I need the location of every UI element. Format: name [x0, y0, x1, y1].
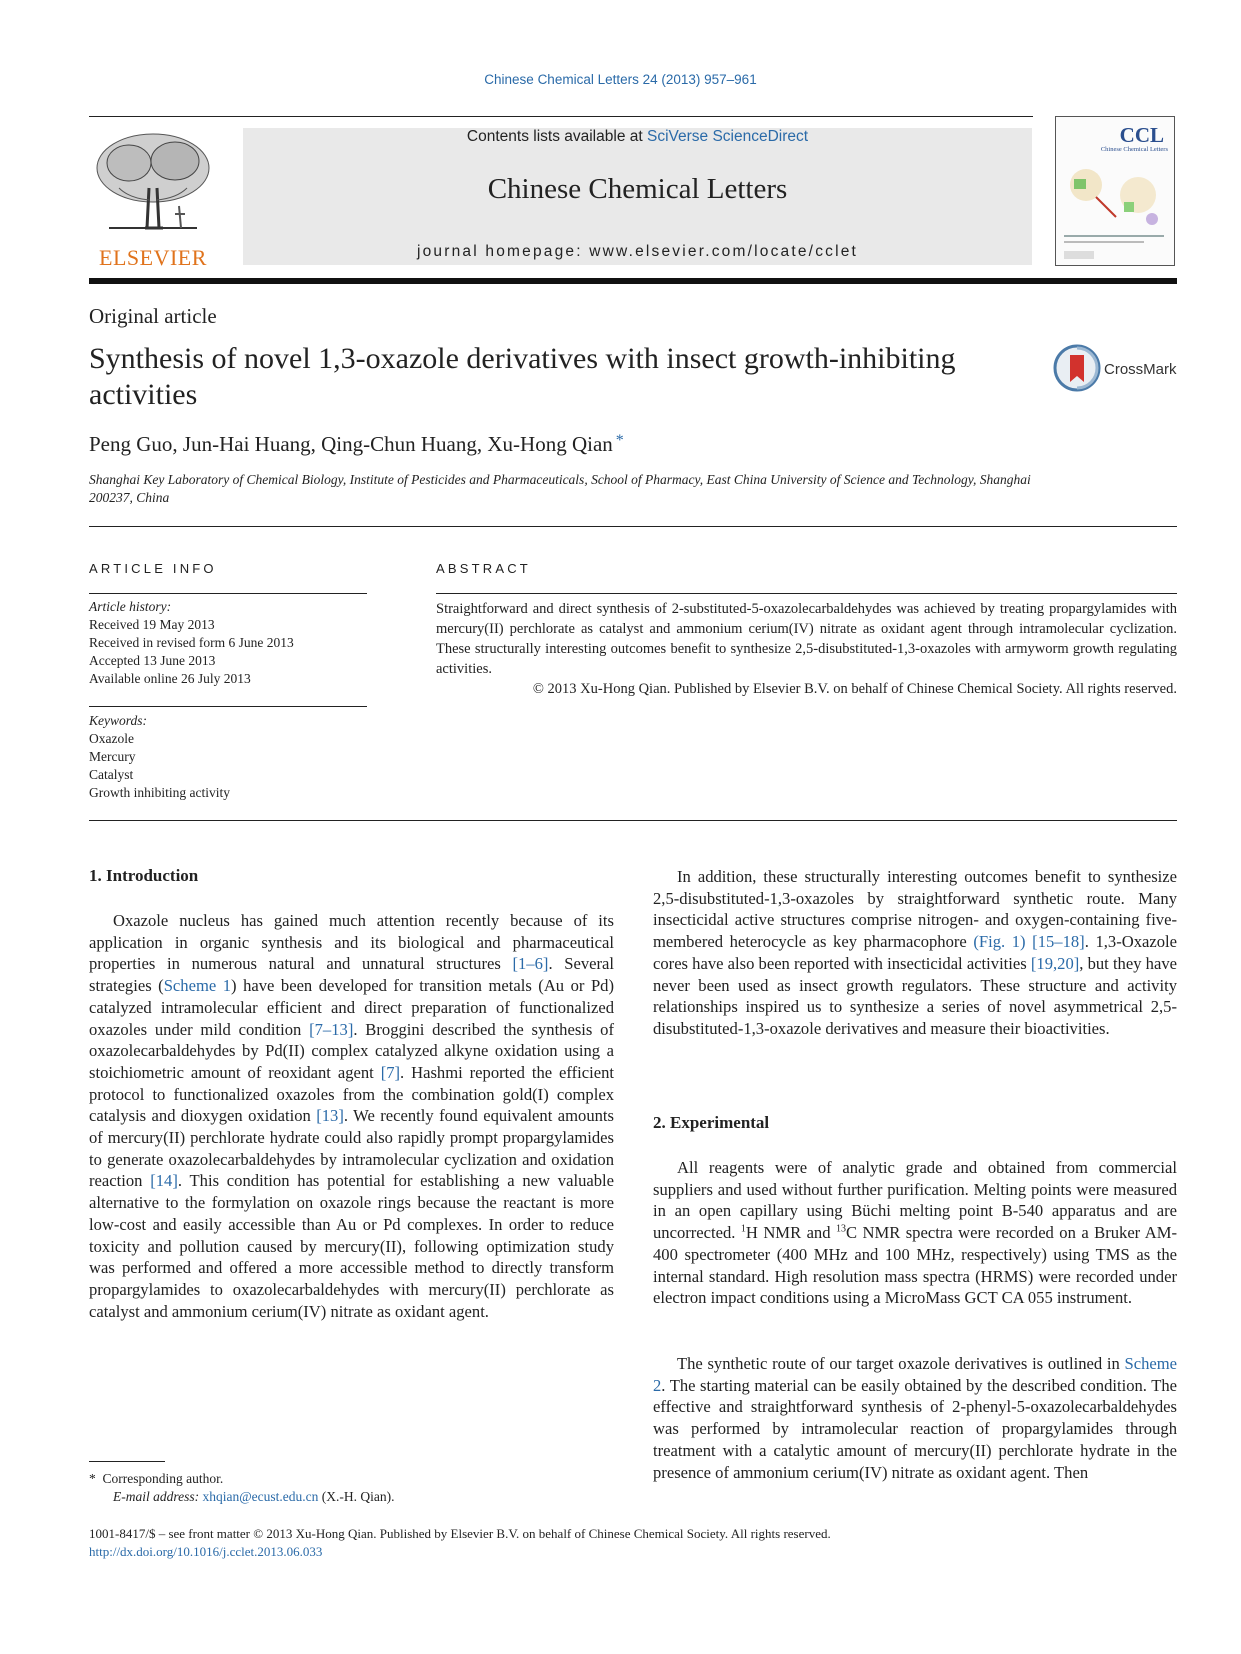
keywords-label: Keywords: [89, 713, 147, 728]
email-link[interactable]: xhqian@ecust.edu.cn [202, 1489, 319, 1504]
front-matter-copyright: 1001-8417/$ – see front matter © 2013 Xu-Hong Qian. Published by Elsevier B.V. on behalf of Chinese Chemical Society. All rights reserved. [89, 1526, 831, 1541]
citation-link[interactable]: [15–18] [1032, 932, 1085, 952]
citation-link[interactable]: [13] [316, 1106, 344, 1126]
footnote [89, 1470, 395, 1506]
intro-paragraph [89, 910, 614, 1322]
text-run: . Hashmi reported the efficient protocol to functionalized oxazoles from the combination gold(I) complex catalysis and dioxygen oxidation [89, 1062, 614, 1126]
history-label: Article history: [89, 599, 172, 614]
article-type: Original article [89, 304, 217, 328]
superscript: 13 [835, 1223, 846, 1235]
contents-prefix: Contents lists available at [466, 128, 647, 145]
text-run: . Broggini described the synthesis of oxazolecarbaldehydes by Pd(II) complex catalyzed alkyne oxidation using a stoichiometric amount of reoxidant agent [89, 1019, 614, 1082]
article-title: Synthesis of novel 1,3-oxazole derivatives with insect growth-inhibiting activities [89, 342, 956, 411]
divider [89, 593, 367, 594]
experimental-paragraph [653, 1353, 1177, 1483]
abstract-text: Straightforward and direct synthesis of 2-substituted-5-oxazolecarbaldehydes was achieved by treating propargylamides with mercury(II) perchlorate as catalyst and ammonium cerium(IV) nitrate as oxidant agent through intramolecular cyclization. These structurally interesting outcomes benefit to synthesize 2,5-disubstituted-1,3-oxazoles with armyworm growth regulating activities. [436, 601, 1177, 677]
doi-link[interactable]: http://dx.doi.org/10.1016/j.cclet.2013.06.033 [89, 1544, 323, 1559]
intro-paragraph [653, 866, 1177, 1040]
citation-link[interactable]: [14] [150, 1171, 178, 1191]
abstract-heading: ABSTRACT [436, 561, 531, 576]
journal-header-box [243, 128, 1032, 265]
email-label: E-mail address: [113, 1489, 200, 1504]
footnote-email [89, 1488, 395, 1506]
header-thick-rule [89, 278, 1177, 284]
divider [89, 706, 367, 707]
scheme-link[interactable]: Scheme 1 [163, 976, 232, 996]
keyword-item: Catalyst [89, 767, 134, 782]
citation-link[interactable]: [19,20] [1030, 953, 1080, 973]
experimental-paragraph [653, 1157, 1177, 1309]
keyword-item: Mercury [89, 749, 136, 764]
sciencedirect-link[interactable]: SciVerse ScienceDirect [646, 128, 809, 145]
corresponding-author-mark[interactable]: * [615, 432, 624, 449]
crossmark-icon [1053, 344, 1101, 392]
article-history [89, 598, 294, 688]
history-item: Available online 26 July 2013 [89, 671, 251, 686]
text-run: , but they have never been used as insect growth regulators. These structure and activity relationships inspired us to synthesize a series of novel asymmetrical 2,5-disubstituted-1,3-oxazole derivatives and measure their bioactivities. [653, 953, 1177, 1038]
section-heading-introduction: 1. Introduction [89, 866, 199, 885]
crossmark-badge[interactable] [1053, 344, 1183, 396]
history-item: Received in revised form 6 June 2013 [89, 635, 294, 650]
keyword-item: Oxazole [89, 731, 134, 746]
text-run: The synthetic route of our target oxazole derivatives is outlined in [677, 1354, 1125, 1373]
authors-names: Peng Guo, Jun-Hai Huang, Qing-Chun Huang, Xu-Hong Qian [89, 432, 613, 456]
keywords [89, 712, 230, 802]
section-heading-experimental: 2. Experimental [653, 1113, 770, 1132]
journal-cover-thumbnail[interactable] [1055, 116, 1175, 266]
publisher-wordmark: ELSEVIER [99, 245, 207, 270]
text-run: ) have been developed for transition metals (Au or Pd) catalyzed intramolecular efficient and direct preparation of functionalized oxazoles under mild condition [89, 976, 614, 1039]
superscript: 1 [740, 1223, 746, 1235]
email-suffix: (X.-H. Qian). [321, 1489, 395, 1504]
divider [89, 820, 1177, 821]
header-rule [89, 116, 1033, 117]
text-run: . This condition has potential for establishing a new valuable alternative to the formylation on oxazole rings because the reactant is more low-cost and easily accessible than Au or Pd complexes. In order to reduce toxicity and pollution caused by mercury(II), following optimization study was performed and offered a more accessible method to directly transform propargylamides to oxazolecarbaldehydes with mercury(II) perchlorate as catalyst and ammonium cerium(IV) nitrate as oxidant agent. [89, 1171, 615, 1321]
cover-abbreviation: CCL [1119, 123, 1164, 147]
author-list [89, 432, 624, 457]
text-run: . We recently found equivalent amounts of mercury(II) perchlorate hydrate could also rapidly prompt propargylamides to generate oxazolecarbaldehydes by intramolecular cyclization and oxidation reaction [89, 1106, 614, 1191]
scheme-link[interactable]: Scheme 2 [653, 1354, 1177, 1395]
text-run: Oxazole nucleus has gained much attention recently because of its application in organic synthesis and its biological and pharmaceutical properties in numerous natural and unnatural structures [89, 911, 614, 974]
affiliation: Shanghai Key Laboratory of Chemical Biology, Institute of Pesticides and Pharmaceuticals, School of Pharmacy, East China University of Science and Technology, Shanghai 200237, China [89, 472, 1031, 505]
footnote-text: Corresponding author. [102, 1471, 224, 1486]
journal-citation[interactable]: Chinese Chemical Letters 24 (2013) 957–961 [484, 72, 757, 87]
journal-title: Chinese Chemical Letters [487, 173, 788, 205]
text-run: . 1,3-Oxazole cores have also been reported with insecticidal activities [653, 932, 1177, 973]
footnote-rule [89, 1461, 165, 1462]
cover-journal-name: Chinese Chemical Letters [1100, 146, 1168, 153]
citation-link[interactable]: [1–6] [512, 954, 549, 974]
history-item: Received 19 May 2013 [89, 617, 215, 632]
footnote-mark: * [89, 1471, 96, 1486]
contents-line [243, 128, 1032, 146]
divider [89, 526, 1177, 527]
text-run: In addition, these structurally interesting outcomes benefit to synthesize 2,5-disubstituted-1,3-oxazoles by straightforward synthetic route. Many insecticidal active structures comprise nitrogen- and oxygen-containing five-membered heterocycle as key pharmacophore [653, 867, 1177, 952]
abstract-copyright: © 2013 Xu-Hong Qian. Published by Elsevier B.V. on behalf of Chinese Chemical Society. All rights reserved. [532, 681, 1177, 697]
citation-link[interactable]: [7] [380, 1062, 401, 1082]
keyword-item: Growth inhibiting activity [89, 785, 230, 800]
crossmark-label: CrossMark [1104, 361, 1177, 378]
text-run: H NMR and [745, 1223, 836, 1243]
article-info-heading: ARTICLE INFO [89, 561, 217, 576]
footnote-corresponding [89, 1470, 395, 1488]
divider [436, 593, 1177, 594]
cover-artwork-icon [1056, 157, 1174, 266]
history-item: Accepted 13 June 2013 [89, 653, 216, 668]
journal-homepage[interactable]: journal homepage: www.elsevier.com/locate/cclet [416, 243, 859, 260]
citation-link[interactable]: [7–13] [309, 1019, 354, 1039]
text-run: All reagents were of analytic grade and obtained from commercial suppliers and used without further purification. Melting points were measured in an open capillary using Büchi melting point B-540 apparatus and are uncorrected. [653, 1158, 1177, 1243]
tree-logo-icon [89, 128, 217, 238]
text-run: C NMR spectra were recorded on a Bruker AM-400 spectrometer (400 MHz and 100 MHz, respectively) using TMS as the internal standard. High resolution mass spectra (HRMS) were recorded under electron impact conditions using a MicroMass GCT CA 055 instrument. [653, 1223, 1177, 1308]
figure-link[interactable]: (Fig. 1) [973, 932, 1026, 952]
text-run: . Several strategies ( [89, 954, 614, 996]
text-run: . The starting material can be easily obtained by the described condition. The effective and straightforward synthesis of 2-phenyl-5-oxazolecarbaldehydes was performed by intramolecular reaction of propargylamides through treatment with a catalytic amount of mercury(II) perchlorate hydrate in the presence of ammonium cerium(IV) nitrate as oxidant agent. Then [653, 1375, 1177, 1482]
publisher-logo[interactable] [89, 128, 217, 271]
